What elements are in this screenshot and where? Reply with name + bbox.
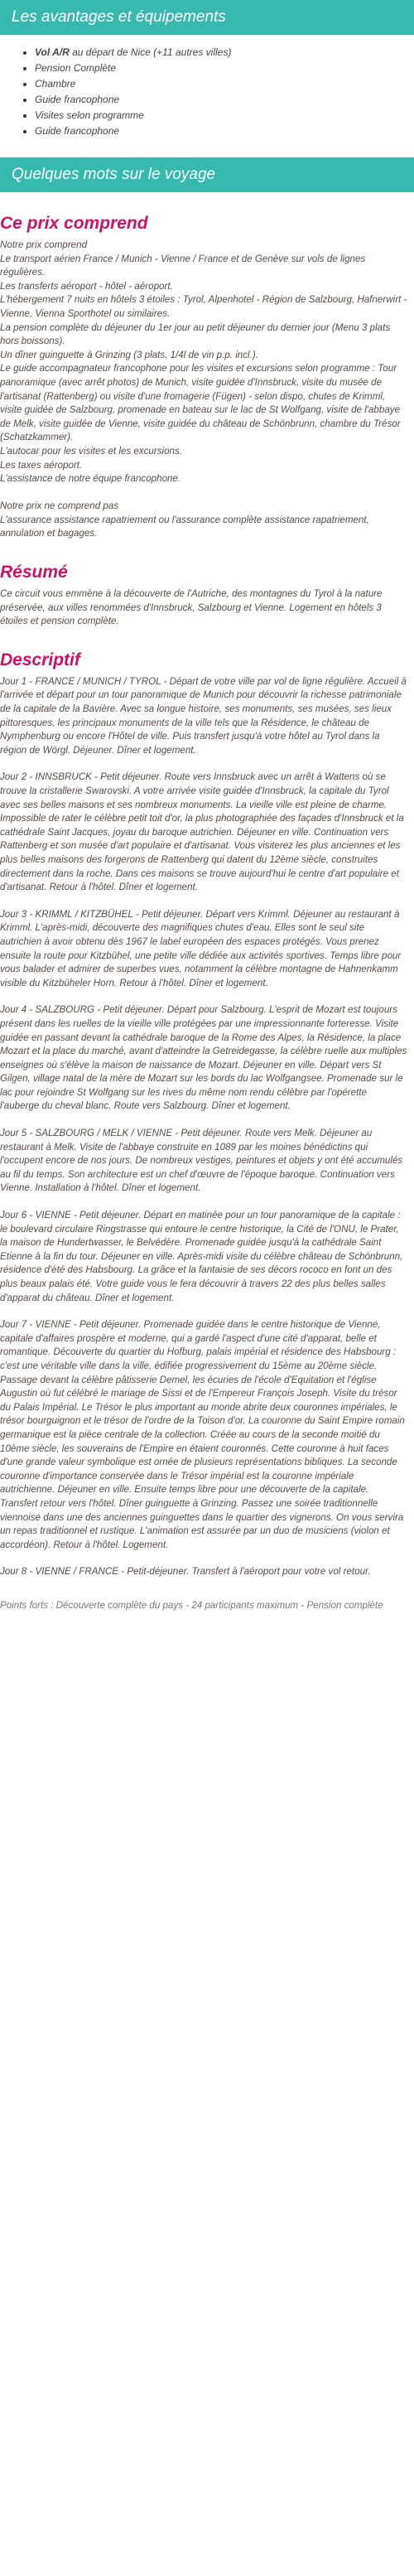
list-item: • Visites selon programme — [35, 108, 414, 123]
prix-heading: Ce prix comprend — [0, 214, 148, 233]
descriptif-days — [0, 675, 410, 1579]
list-item: • Vol A/R au départ de Nice (+11 autres villes) — [35, 45, 414, 60]
points-forts: Points forts : Découverte complète du pays - 24 participants maximum - Pension complète — [0, 1599, 383, 1611]
day-paragraph: Jour 4 - SALZBOURG - Petit déjeuner. Départ pour Salzbourg. L'esprit de Mozart est toujours présent dans les ruelles de la vieille ville protégées par une impressionnante forteresse. Visite guidée en passant devant la cathédrale baroque de la Rome des Alpes, la Résidence, la place Mozart et la place du marché, avant d'atteindre la Getreidegasse, la célèbre ruelle aux multiples enseignes où s'élève la maison de naissance de Mozart. Déjeuner en ville. Départ vers St Gilgen, village natal de la mère de Mozart sur les bords du lac Wolfgangsee. Promenade sur le lac pour rejoindre St Wolfgang sur les rives du même nom rendu célèbre par l'opérette l'auberge du cheval blanc. Route vers Salzbourg. Dîner et logement. — [0, 1004, 410, 1112]
prix-text: Notre prix comprend Le transport aérien France / Munich - Vienne / France et de Genève sur vols de lignes régulières. Les transferts aéroport - hôtel - aéroport. L'hébergement 7 nuits en hôtels 3 étoiles : Tyrol, Alpenhotel - Région de Salzbourg, Hafnerwirt - Vienne, Vienna Sporthotel ou similaires. La pension complète du déjeuner du 1er jour au petit déjeuner du dernier jour (Menu 3 plats hors boissons). Un dîner guinguette à Grinzing (3 plats, 1/4l de vin p.p. incl.). Le guide accompagnateur francophone pour les visites et excursions selon programme : Tour panoramique (avec arrêt photos) de Munich, visite guidée d'Innsbruck, visite du musée de l'artisanat (Rattenberg) ou visite d'une fromagerie (Fügen) - selon dispo, chutes de Krimml, visite guidée de Salzbourg, promenade en bateau sur le lac de St Wolfgang, visite de l'abbaye de Melk, visite guidée de Vienne, visite guidée du château de Schönbrunn, chambre du Trésor (Schatzkammer). L'autocar pour les visites et les excursions. Les taxes aéroport. L'assistance de notre équipe francophone. Notre prix ne comprend pas L'assurance assistance rapatriement ou l'assurance complète assistance rapatriement, annulation et bagages. — [0, 239, 407, 539]
banner-avantages-title: Les avantages et équipements — [12, 8, 226, 26]
banner-voyage-title: Quelques mots sur le voyage — [12, 166, 216, 183]
banner-voyage — [0, 157, 414, 192]
resume-text: Ce circuit vous emmène à la découverte de l'Autriche, des montagnes du Tyrol à la nature préservée, aux villes renommées d'Innsbruck, Salzbourg et Vienne. Logement en hôtels 3 étoiles et pension complète. — [0, 588, 385, 627]
day-paragraph: Jour 2 - INNSBRUCK - Petit déjeuner. Route vers Innsbruck avec un arrêt à Wattens où se trouve la cristallerie Swarovski. A votre arrivée visite guidée d'Innsbruck, la capitale du Tyrol avec ses belles maisons et ses nombreux monuments. La vieille ville est pleine de charme. Impossible de rater le célèbre petit toit d'or, la plus photographiée des façades d'Innsbruck et la cathédrale Saint Jacques, joyau du baroque autrichien. Déjeuner en ville. Continuation vers Rattenberg et son musée d'art populaire et d'artisanat. Vous visiterez les plus anciennes et les plus belles maisons des forgerons de Rattenberg qui datent du 12ème siècle, construites directement dans la roche. Dans ces maisons se trouve aujourd'hui le centre d'art populaire et d'artisanat. Retour à l'hôtel. Dîner et logement. — [0, 771, 407, 893]
voyage-content — [0, 214, 414, 1612]
banner-avantages — [0, 0, 414, 35]
day-paragraph: Jour 8 - VIENNE / FRANCE - Petit-déjeuner. Transfert à l'aéroport pour votre vol retour. — [0, 1566, 371, 1578]
list-item: • Chambre — [35, 76, 414, 92]
day-paragraph: Jour 1 - FRANCE / MUNICH / TYROL - Départ de votre ville par vol de ligne régulière. Accueil à l'arrivée et départ pour un tour panoramique de Munich pour découvrir la richesse patrimoniale de la capitale de la Bavière. Avec sa longue histoire, ses monuments, ses musées, ses lieux pittoresques, les principaux monuments de la ville tels que la Résidence, le château de Nymphenburg ou encore l'Hôtel de ville. Puis transfert jusqu'à votre hôtel au Tyrol dans la région de Wörgl. Déjeuner. Dîner et logement. — [0, 675, 410, 756]
list-item: • Guide francophone — [35, 123, 414, 139]
list-item: • Pension Complète — [35, 60, 414, 76]
day-paragraph: Jour 5 - SALZBOURG / MELK / VIENNE - Petit déjeuner. Route vers Melk. Déjeuner au restaurant à Melk. Visite de l'abbaye construite en 1089 par les moines bénédictins qui l'occupent encore de nos jours. De nombreux vestiges, peintures et objets y ont été accumulés au fil du temps. Son architecture est un chef d'œuvre de l'époque baroque. Continuation vers Vienne. Installation à l'hôtel. Dîner et logement. — [0, 1128, 406, 1194]
avantages-list — [0, 45, 414, 139]
list-item: • Guide francophone — [35, 92, 414, 108]
resume-heading: Résumé — [0, 563, 68, 582]
day-paragraph: Jour 3 - KRIMML / KITZBÜHEL - Petit déjeuner. Départ vers Krimml. Déjeuner au restaurant à Krimml. L'après-midi, découverte des magnifiques chutes d'eau. Elles sont le seul site autrichien à avoir obtenu dès 1967 le label européen des espaces protégés. Vous prenez ensuite la route pour Kitzbühel, une petite ville dédiée aux activités sportives. Temps libre pour vous balader et admirer de superbes vues, notamment la célèbre montagne de Hahnenkamm visible du Kitzbüheler Horn. Retour à l'hôtel. Dîner et logement. — [0, 908, 404, 988]
descriptif-heading: Descriptif — [0, 650, 80, 669]
day-paragraph: Jour 6 - VIENNE - Petit déjeuner. Départ en matinée pour un tour panoramique de la capitale : le boulevard circulaire Ringstrasse qui entoure le centre historique, la Cité de l'ONU, le Prater, la maison de Hundertwasser, le Belvédère. Promenade guidée jusqu'à la cathédrale Saint Etienne à la fin du tour. Déjeuner en ville. Après-midi visite du célèbre château de Schönbrunn, résidence d'été des Habsbourg. La grâce et la fantaisie de ses décors rococo en font un des plus beaux palais été. Votre guide vous le fera découvrir à travers 22 des plus belles salles d'apparat du château. Dîner et logement. — [0, 1210, 406, 1303]
day-paragraph: Jour 7 - VIENNE - Petit déjeuner. Promenade guidée dans le centre historique de Vienne, capitale d'affaires prospère et moderne, qui a gardé l'aspect d'une cité d'apparat, belle et romantique. Découverte du quartier du Hofburg, palais impérial et résidence des Habsbourg : c'est une véritable ville dans la ville, édifiée progressivement du 15ème au 20ème siècle. Passage devant la célèbre pâtisserie Demel, les écuries de l'école d'Equitation et l'église Augustin où fut célébré le mariage de Sissi et de l'Empereur François Joseph. Visite du trésor du Palais Impérial. Le Trésor le plus important au monde abrite deux couronnes impériales, le trésor bourguignon et le trésor de l'ordre de la Toison d'or. La couronne du Saint Empire romain germanique est la pièce centrale de la collection. Créée au cours de la seconde moitié du 10ème siècle, les souverains de l'Empire en étaient couronnés. Cette couronne à huit faces d'une grande valeur symbolique est ornée de plusieurs représentations bibliques. La seconde couronne d'importance conservée dans le Trésor impérial est la couronne impériale autrichienne. Déjeuner en ville. Ensuite temps libre pour une découverte de la capitale. Transfert retour vers l'hôtel. Dîner guinguette à Grinzing. Passez une soirée traditionnelle viennoise dans une des anciennes guinguettes dans le quartier des vignerons. On vous servira un repas traditionnel et rustique. L'animation est assurée par un duo de musiciens (violon et accordéon). Retour à l'hôtel. Logement. — [0, 1319, 408, 1550]
